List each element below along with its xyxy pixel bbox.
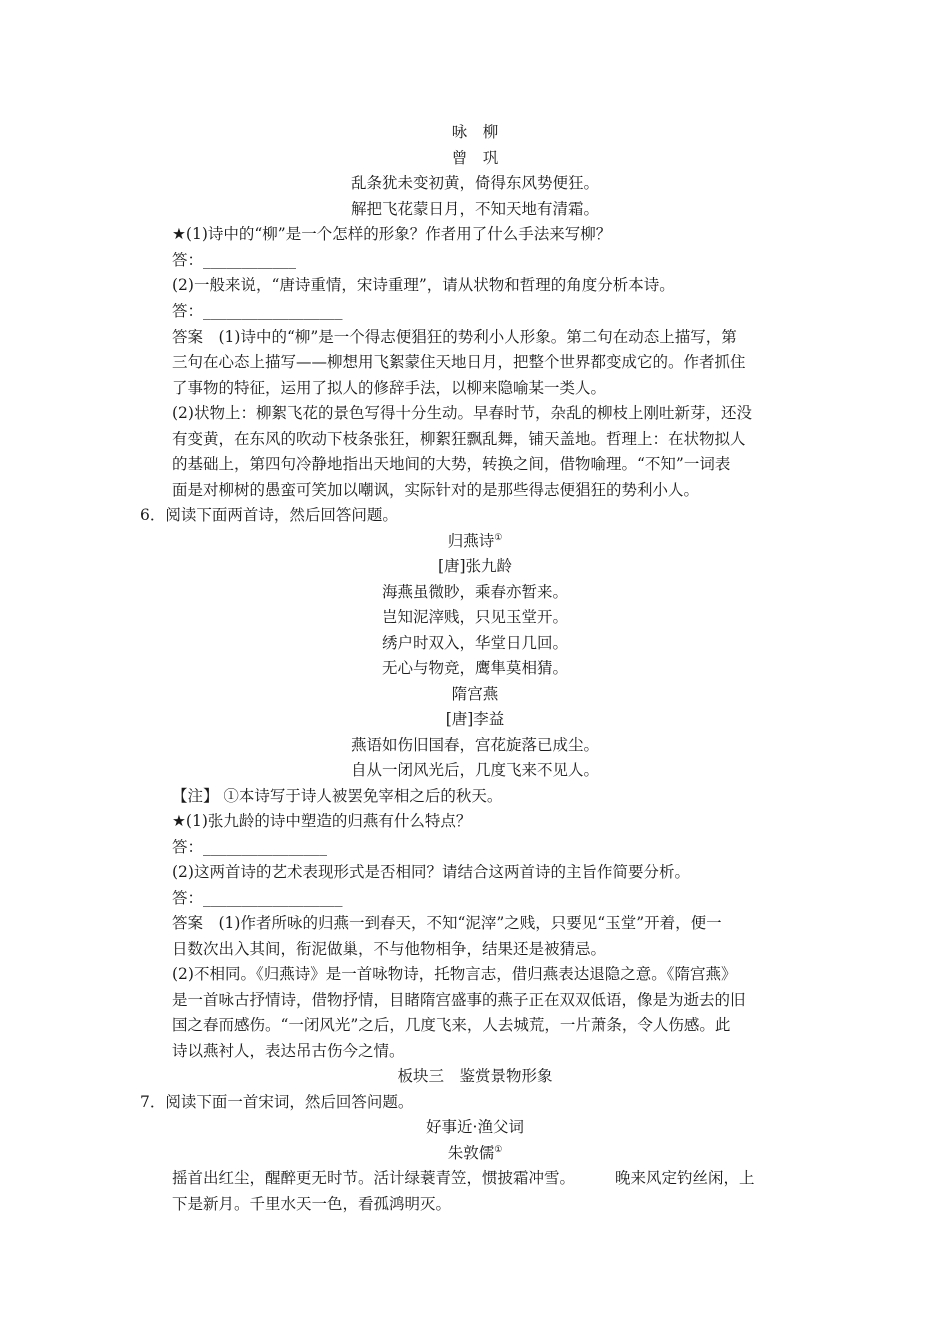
- poem-author-text: 朱敦儒: [447, 1144, 495, 1162]
- question-6-1: [172, 811, 471, 831]
- footnote-mark: ①: [494, 532, 503, 543]
- answer-line: 答案 (1)作者所咏的归燕一到春天，不知“泥滓”之贱，只要见“玉堂”开着，便一: [172, 914, 722, 932]
- poem-author: [唐]李益: [445, 710, 505, 728]
- question-5-2: (2)一般来说，“唐诗重情，宋诗重理”，请从状物和哲理的角度分析本诗。: [172, 276, 675, 294]
- poem-line: 自从一闭风光后，几度飞来不见人。: [350, 761, 599, 779]
- question-text: (1)诗中的“柳”是一个怎样的形象？作者用了什么手法来写柳？: [185, 225, 612, 243]
- poem-line: 下是新月。千里水天一色，看孤鸿明灭。: [172, 1195, 452, 1213]
- answer-blank: 答：__________________: [172, 302, 343, 320]
- answer-line: 了事物的特征，运用了拟人的修辞手法，以柳来隐喻某一类人。: [172, 379, 607, 397]
- poem-line: 无心与物竞，鹰隼莫相猜。: [381, 659, 568, 677]
- poem-line: 解把飞花蒙日月，不知天地有清霜。: [350, 200, 599, 218]
- answer-line: 是一首咏古抒情诗，借物抒情，目睹隋宫盛事的燕子正在双双低语，像是为逝去的旧: [172, 991, 746, 1009]
- question-7-prompt: 7．阅读下面一首宋词，然后回答问题。: [140, 1093, 414, 1111]
- answer-line: 国之春而感伤。“一闭风光”之后，几度飞来，人去城荒，一片萧条，令人伤感。此: [172, 1016, 731, 1034]
- footnote: 【注】 ①本诗写于诗人被罢免宰相之后的秋天。: [172, 787, 503, 805]
- poem-author: 曾 巩: [451, 149, 499, 167]
- poem-title: 好事近·渔父词: [426, 1118, 524, 1136]
- poem-line-part: 摇首出红尘，醒醉更无时节。活计绿蓑青笠，惯披霜冲雪。: [172, 1169, 576, 1187]
- star-icon: ★: [172, 812, 186, 830]
- question-6-prompt: 6．阅读下面两首诗，然后回答问题。: [140, 506, 398, 524]
- poem-line: [172, 1168, 755, 1188]
- answer-blank: 答：________________: [172, 838, 328, 856]
- answer-line: (2)状物上：柳絮飞花的景色写得十分生动。早春时节，杂乱的柳枝上刚吐新芽，还没: [172, 404, 752, 422]
- poem-line: 绣户时双入，华堂日几回。: [381, 634, 568, 652]
- answer-line: 三句在心态上描写——柳想用飞絮蒙住天地日月，把整个世界都变成它的。作者抓住: [172, 353, 746, 371]
- answer-line: 诗以燕衬人，表达吊古伤今之情。: [172, 1042, 405, 1060]
- question-5-1: [172, 224, 611, 244]
- poem-author: [0, 1143, 950, 1163]
- poem-line: 海燕虽微眇，乘春亦暂来。: [381, 583, 568, 601]
- question-6-2: (2)这两首诗的艺术表现形式是否相同？请结合这两首诗的主旨作简要分析。: [172, 863, 690, 881]
- poem-title-text: 归燕诗: [447, 532, 495, 550]
- footnote-mark: ①: [494, 1144, 503, 1155]
- question-text: (1)张九龄的诗中塑造的归燕有什么特点？: [185, 812, 472, 830]
- poem-line: 乱条犹未变初黄，倚得东风势便狂。: [350, 174, 599, 192]
- answer-line: 的基础上，第四句冷静地指出天地间的大势，转换之间，借物喻理。“不知”一词表: [172, 455, 731, 473]
- section-title: 板块三 鉴赏景物形象: [397, 1067, 553, 1085]
- answer-line: 答案 (1)诗中的“柳”是一个得志便猖狂的势利小人形象。第二句在动态上描写，第: [172, 328, 737, 346]
- poem-author: [唐]张九龄: [437, 557, 513, 575]
- poem-line-part: 晚来风定钓丝闲，上: [615, 1169, 755, 1187]
- answer-line: 日数次出入其间，衔泥做巢，不与他物相争，结果还是被猜忌。: [172, 940, 607, 958]
- poem-title: [0, 531, 950, 551]
- answer-blank: 答：__________________: [172, 889, 343, 907]
- star-icon: ★: [172, 225, 186, 243]
- answer-blank: 答：____________: [172, 251, 297, 269]
- poem-line: 燕语如伤旧国春，宫花旋落已成尘。: [350, 736, 599, 754]
- answer-line: 面是对柳树的愚蛮可笑加以嘲讽，实际针对的是那些得志便猖狂的势利小人。: [172, 481, 700, 499]
- answer-line: (2)不相同。《归燕诗》是一首咏物诗，托物言志，借归燕表达退隐之意。《隋宫燕》: [172, 965, 737, 983]
- poem-title: 咏 柳: [451, 123, 499, 141]
- poem-title: 隋宫燕: [451, 685, 499, 703]
- poem-line: 岂知泥滓贱，只见玉堂开。: [381, 608, 568, 626]
- answer-line: 有变黄，在东风的吹动下枝条张狂，柳絮狂飘乱舞，铺天盖地。哲理上：在状物拟人: [172, 430, 746, 448]
